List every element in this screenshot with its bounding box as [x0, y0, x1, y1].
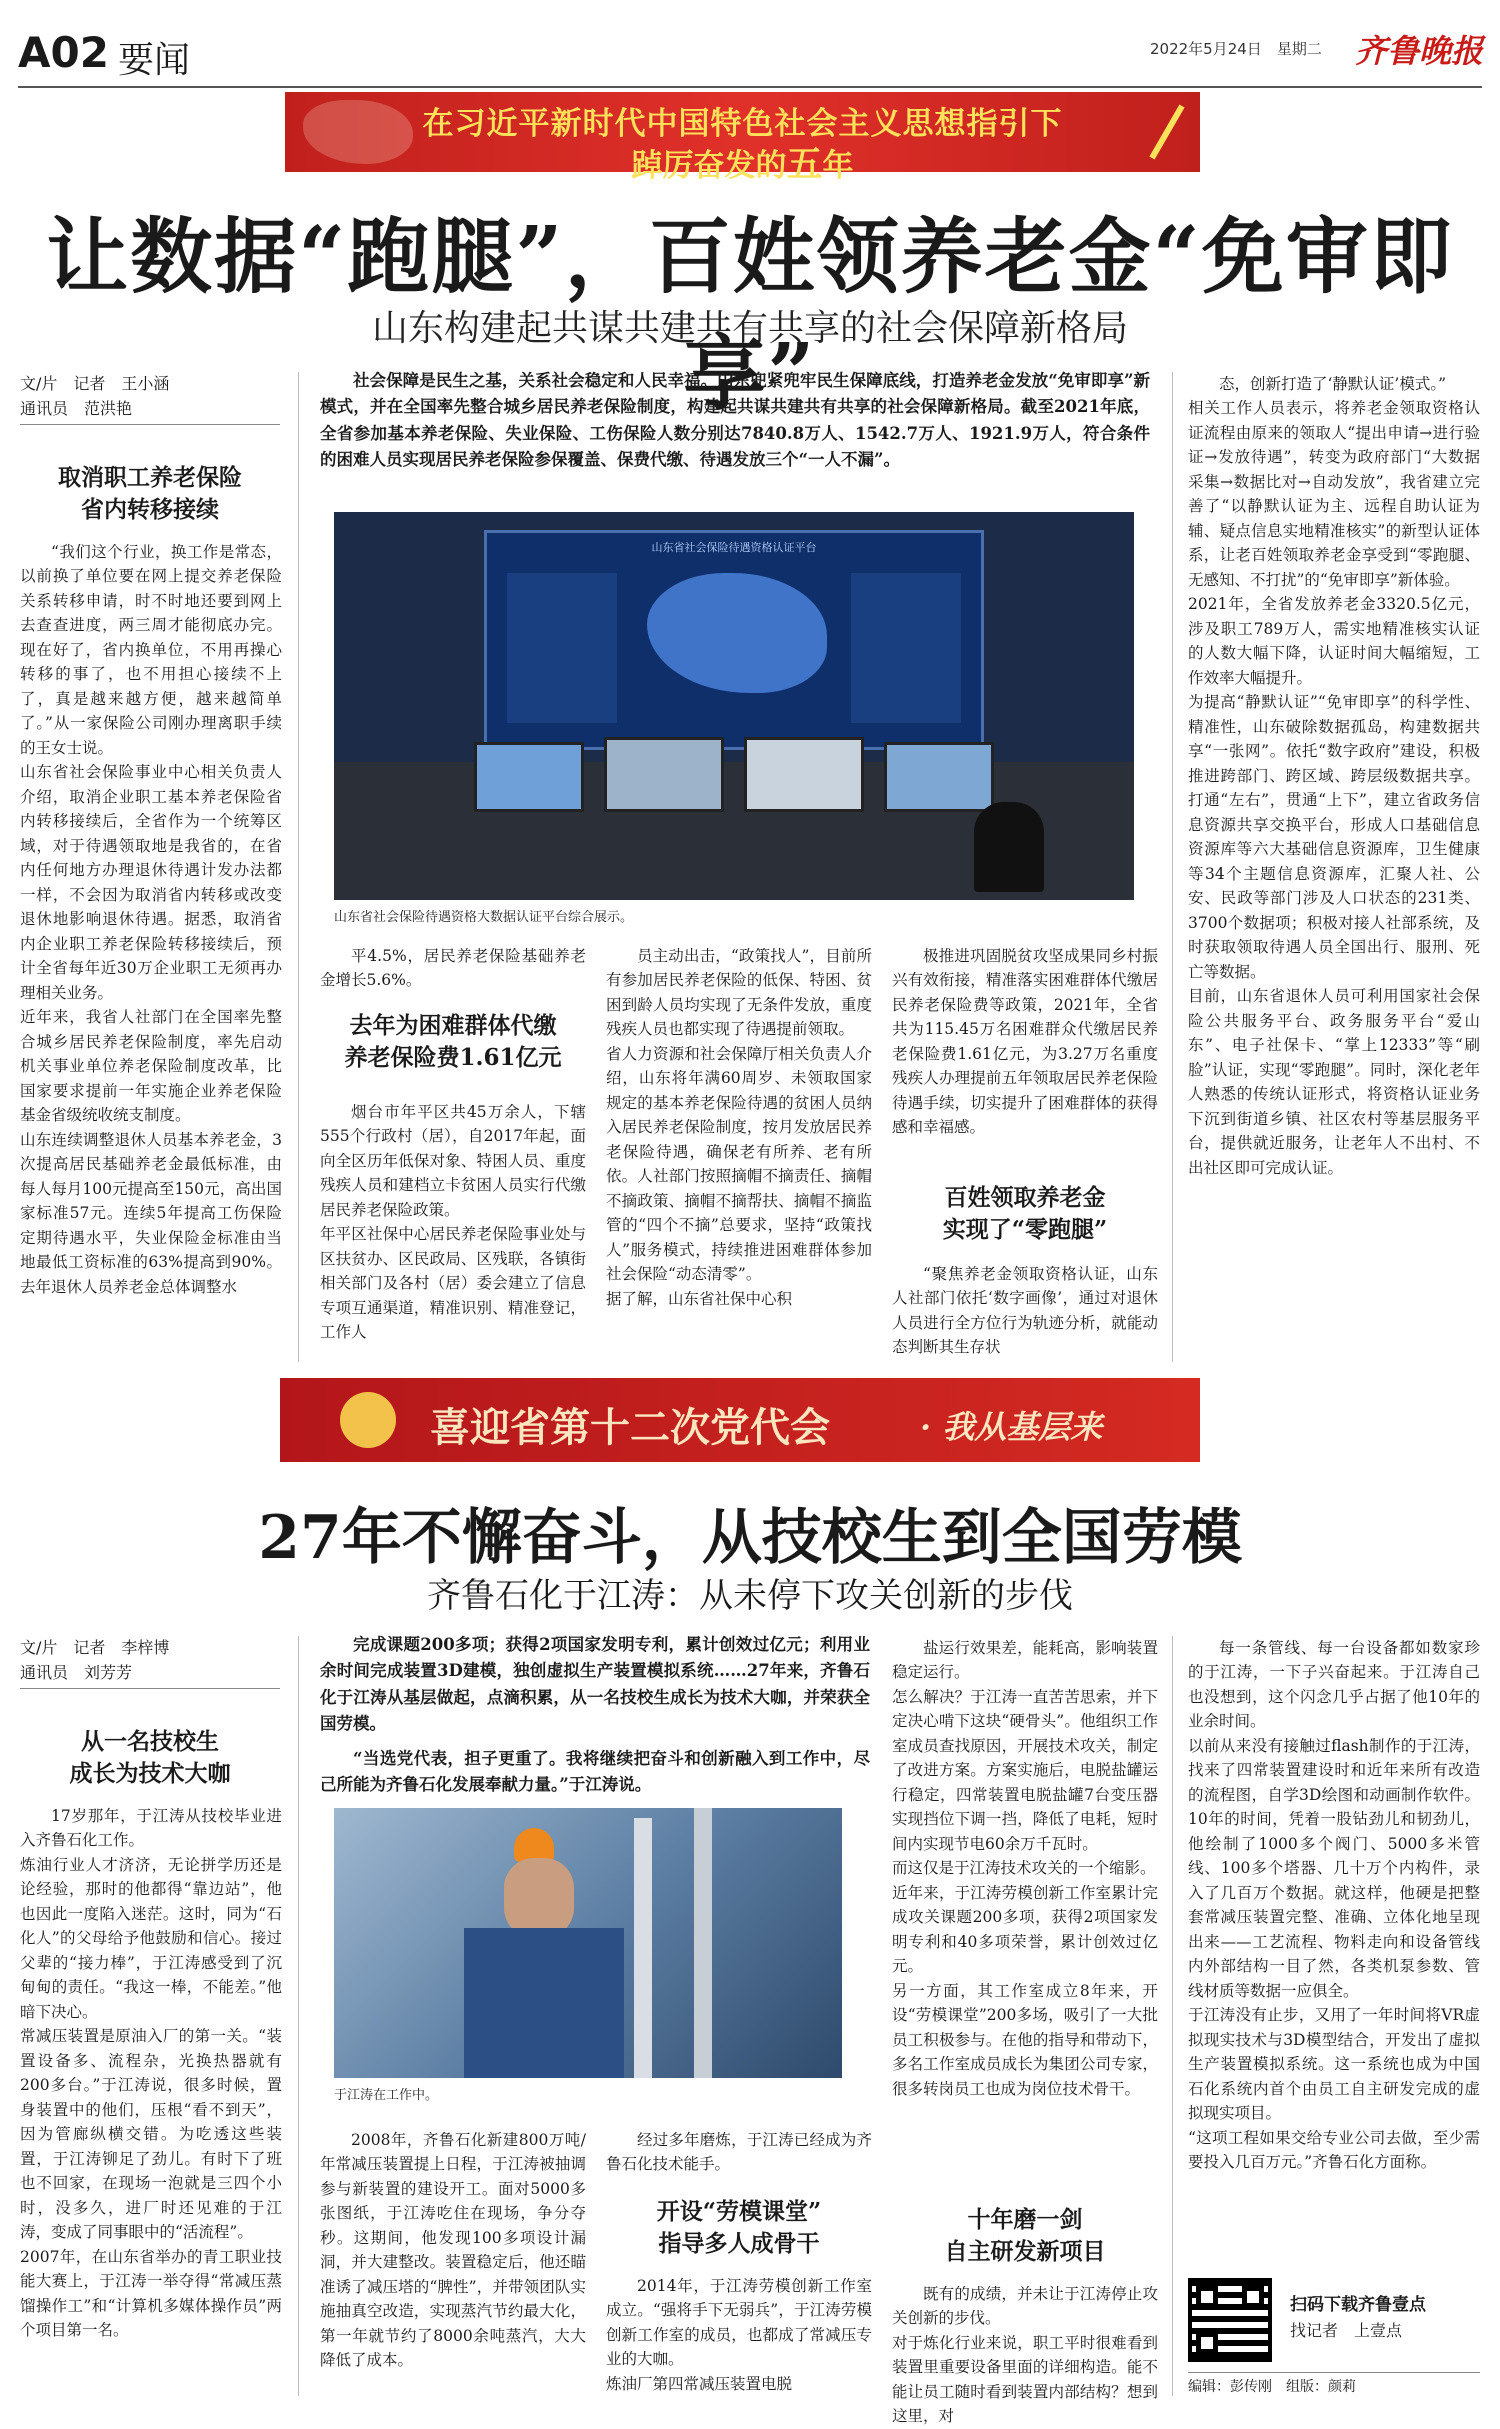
qr-subtitle: 找记者 上壹点 — [1290, 2321, 1403, 2340]
newspaper-logo: 齐鲁晚报 — [1355, 32, 1484, 70]
article1-subhead-2: 去年为困难群体代缴 养老保险费1.61亿元 — [344, 1012, 562, 1072]
banner2-slogan: · 我从基层来 — [920, 1408, 1103, 1446]
article1-column-1: “我们这个行业，换工作是常态，以前换了单位要在网上提交养老保险关系转移申请，时不时地还要到网上去查查进度，两三周才能彻底办完。现在好了，省内换单位，不用再操心转移的事了，也不用担心接续不上了，真是越来越方便，越来越简单了。”从一家保险公司刚办理离职手续的王女士说。 山东省社会保险事业中心相关负责人介绍，取消企业职工基本养老保险省内转移接续后，全省作为一个统筹区域，对于待遇领取地是我省的，在省内任何地方办理退休待遇计发办法都一样，不会因为取消省内转移或改变退休地影响退休待遇。据悉，取消省内企业职工养老保险转移接续后，预计全省每年近30万企业职工无须再办理相关业务。 近年来，我省人社部门在全国率先整合城乡居民养老保险制度，率先启动机关事业单位养老保险制度改革，比国家要求提前一年实施企业养老保险基金省级统收统支制度。 山东连续调整退休人员基本养老金，3次提高居民基础养老金最低标准，由每人每月100元提高至150元，高出国家标准57元。连续5年提高工伤保险定期待遇水平，失业保险金标准由当地最低工资标准的63%提高到90%。去年退休人员养老金总体调整水 — [20, 543, 282, 1296]
article2-column-5: 每一条管线、每一台设备都如数家珍的于江涛，一下子兴奋起来。于江涛自己也没想到，这个闪念几乎占据了他10年的业余时间。 以前从来没有接触过flash制作的于江涛，找来了四常装置建设时和近年来所有改造的流程图，自学3D绘图和动画制作软件。10年的时间，凭着一股钻劲儿和韧劲儿，他绘制了1000多个阀门、5000多米管线、100多个塔器、几十万个内构件，录入了几百万个数据。就这样，他硬是把整套常减压装置完整、准确、立体化地呈现出来——工艺流程、物料走向和设备管线内外部结构一目了然，各类机泵参数、管线材质等数据一应俱全。 于江涛没有止步，又用了一年时间将VR虚拟现实技术与3D模型结合，开发出了虚拟生产装置模拟系统。这一系统也成为中国石化系统内首个由员工自主研发完成的虚拟现实项目。 “这项工程如果交给专业公司去做，至少需要投入几百万元。”齐鲁石化方面称。 — [1188, 1639, 1480, 2172]
article1-photo-caption: 山东省社会保险待遇资格大数据认证平台综合展示。 — [334, 910, 634, 925]
column-divider — [1172, 1636, 1173, 2396]
article2-byline: 文/片 记者 李梓博 通讯员 刘芳芳 — [20, 1638, 170, 1682]
article2-subhead-1: 从一名技校生 成长为技术大咖 — [69, 1728, 231, 1788]
article2-subhead-2: 开设“劳模课堂” 指导多人成骨干 — [656, 2198, 822, 2258]
article1-column-5: 态，创新打造了‘静默认证’模式。” 相关工作人员表示，将养老金领取资格认证流程由原来的领取人“提出申请→进行验证→发放待遇”，转变为政府部门“大数据采集→数据比对→自动发放”，我省建立完善了“以静默认证为主、远程自助认证为辅、疑点信息实地精准核实”的新型认证体系，让老百姓领取养老金享受到“零跑腿、无感知、不打扰”的“免审即享”新体验。 2021年，全省发放养老金3320.5亿元，涉及职工789万人，需实地精准核实认证的人数大幅下降，认证时间大幅缩短，工作效率大幅提升。 为提高“静默认证”“免审即享”的科学性、精准性，山东破除数据孤岛，构建数据共享“一张网”。依托“数字政府”建设，积极推进跨部门、跨区域、跨层级数据共享。打通“左右”，贯通“上下”，建立省政务信息资源共享交换平台，形成人口基础信息资源库等六大基础信息资源库，卫生健康等34个主题信息资源库，汇聚人社、公安、民政等部门涉及人口状态的231类、3700个数据项；积极对接人社部系统，及时获取领取待遇人员全国出行、服刑、死亡等数据。 目前，山东省退休人员可利用国家社会保险公共服务平台、政务服务平台“爱山东”、电子社保卡、“掌上12333”等“刷脸”认证，实现“零跑腿”。同时，深化老年人熟悉的传统认证形式，将资格认证业务下沉到街道乡镇、社区农村等基层服务平台，提供就近服务，让老年人不出村、不出社区即可完成认证。 — [1188, 375, 1480, 1177]
article1-byline: 文/片 记者 王小涵 通讯员 范洪艳 — [20, 374, 170, 418]
article2-headline: 27年不懈奋斗，从技校生到全国劳模 — [258, 1503, 1242, 1573]
article1-column-2b: 烟台市年平区共45万余人，下辖555个行政村（居），自2017年起，面向全区历年低保对象、特困人员、重度残疾人员和建档立卡贫困人员实行代缴居民养老保险政策。 年平区社保中心居民养老保险事业处与区扶贫办、区民政局、区残联，各镇街相关部门及各村（居）委会建立了信息专项互通渠道，精准识别、精准登记，工作人 — [320, 1103, 586, 1342]
article2-column-4b: 既有的成绩，并未让于江涛停止攻关创新的步伐。 对于炼化行业来说，职工平时很难看到装置里重要设备里面的详细构造。能不能让员工随时看到装置内部结构？想到这里，对 — [892, 2285, 1158, 2426]
article1-column-4b: “聚焦养老金领取资格认证，山东人社部门依托‘数字画像’，通过对退休人员进行全方位行为轨迹分析，就能动态判断其生存状 — [892, 1265, 1158, 1357]
party-emblem-icon — [340, 1392, 396, 1448]
article2-quote: “当选党代表，担子更重了。我将继续把奋斗和创新融入到工作中，尽己所能为齐鲁石化发展奉献力量。”于江涛说。 — [320, 1749, 870, 1795]
qr-title: 扫码下载齐鲁壹点 — [1290, 2295, 1426, 2315]
article1-subhead-1: 取消职工养老保险 省内转移接续 — [58, 464, 242, 524]
big-screen: 山东省社会保险待遇资格认证平台 — [484, 530, 984, 750]
article2-column-3a: 经过多年磨炼，于江涛已经成为齐鲁石化技术能手。 — [606, 2131, 872, 2174]
page-number: A02 — [18, 28, 109, 77]
column-divider — [298, 1636, 299, 2396]
column-divider — [1172, 372, 1173, 1362]
article2-column-3b: 2014年，于江涛劳模创新工作室成立。“强将手下无弱兵”，于江涛劳模创新工作室的成员，也都成了常减压专业的大咖。 炼油厂第四常减压装置电脱 — [606, 2277, 872, 2393]
banner2-title: 喜迎省第十二次党代会 — [430, 1405, 830, 1451]
party-congress-banner — [280, 1378, 1200, 1462]
article2-lead: 完成课题200多项；获得2项国家发明专利，累计创效过亿元；利用业余时间完成装置3D建模，独创虚拟生产装置模拟系统……27年来，齐鲁石化于江涛从基层做起，点滴积累，从一名技校生成长为技术大咖，并荣获全国劳模。 — [320, 1635, 870, 1734]
column-divider — [298, 372, 299, 1362]
byline-rule — [20, 424, 280, 425]
article1-photo — [334, 512, 1134, 900]
byline-rule — [20, 1688, 280, 1689]
article2-column-2: 2008年，齐鲁石化新建800万吨/年常减压装置提上日程，于江涛被抽调参与新装置的建设开工。面对5000多张图纸，于江涛吃住在现场，争分夺秒。这期间，他发现100多项设计漏洞，并大建整改。装置稳定后，他还瞄准诱了减压塔的“脾性”，并带领团队实施抽真空改造，实现蒸汽节约最大化，第一年就节约了8000余吨蒸汽，大大降低了成本。 — [320, 2131, 586, 2370]
article2-column-1: 17岁那年，于江涛从技校毕业进入齐鲁石化工作。 炼油行业人才济济，无论拼学历还是论经验，那时的他都得“靠边站”，他也因此一度陷入迷茫。这时，同为“石化人”的父母给予他鼓励和信心。接过父辈的“接力棒”，于江涛感受到了沉甸甸的责任。“我这一棒，不能差。”他暗下决心。 常减压装置是原油入厂的第一关。“装置设备多、流程杂，光换热器就有200多台。”于江涛说，很多时候，置身装置中的他们，压根“看不到天”，因为管廊纵横交错。为吃透这些装置，于江涛铆足了劲儿。有时下了班也不回家，在现场一泡就是三四个小时，没多久，进厂时还见难的于江涛，变成了同事眼中的“活流程”。 2007年，在山东省举办的青工职业技能大赛上，于江涛一举夺得“常减压蒸馏操作工”和“计算机多媒体操作员”两个项目第一名。 — [20, 1807, 282, 2340]
article2-photo — [334, 1808, 842, 2078]
article2-photo-caption: 于江涛在工作中。 — [334, 2088, 439, 2103]
banner-line-2: 踔厉奋发的五年 — [631, 144, 854, 185]
article1-subhead-3: 百姓领取养老金 实现了“零跑腿” — [942, 1184, 1108, 1244]
article1-lead: 社会保障是民生之基，关系社会稳定和人民幸福。山东兜紧兜牢民生保障底线，打造养老金发放“免审即享”新模式，并在全国率先整合城乡居民养老保险制度，构建起共谋共建共有共享的社会保障新格局。截至2021年底，全省参加基本养老保险、失业保险、工伤保险人数分别达7840.8万人、1542.7万人、1921.9万人，符合条件的困难人员实现居民养老保险参保覆盖、保费代缴、待遇发放三个“一人不漏”。 — [320, 371, 1150, 470]
article2-subhead-3: 十年磨一剑 自主研发新项目 — [944, 2206, 1106, 2266]
section-name: 要闻 — [118, 40, 191, 81]
header-rule — [18, 86, 1482, 88]
article1-subheadline: 山东构建起共谋共建共有共享的社会保障新格局 — [371, 308, 1128, 349]
article1-column-2a: 平4.5%，居民养老保险基础养老金增长5.6%。 — [320, 947, 586, 990]
editor-credit: 编辑：彭传刚 组版：颜莉 — [1188, 2372, 1480, 2396]
series-banner — [285, 92, 1200, 185]
banner-line-1: 在习近平新时代中国特色社会主义思想指引下 — [422, 106, 1063, 142]
article2-subheadline: 齐鲁石化于江涛：从未停下攻关创新的步伐 — [427, 1576, 1073, 1616]
issue-date: 2022年5月24日 星期二 — [1150, 40, 1322, 58]
qr-code[interactable] — [1188, 2278, 1272, 2362]
article1-column-4a: 极推进巩固脱贫攻坚成果同乡村振兴有效衔接，精准落实困难群体代缴居民养老保险费等政策，2021年，全省共为115.45万名困难群众代缴居民养老保险费1.61亿元，为3.27万名重度残疾人办理提前五年领取居民养老保险待遇手续，切实提升了困难群体的获得感和幸福感。 — [892, 947, 1158, 1137]
article1-column-3: 员主动出击，“政策找人”，目前所有参加居民养老保险的低保、特困、贫困到龄人员均实现了无条件发放，重度残疾人员也都实现了待遇提前领取。 省人力资源和社会保障厅相关负责人介绍，山东将年满60周岁、未领取国家规定的基本养老保险待遇的贫困人员纳入居民养老保险制度，按月发放居民养老保险待遇，确保老有所养、老有所依。人社部门按照摘帽不摘责任、摘帽不摘政策、摘帽不摘帮扶、摘帽不摘监管的“四个不摘”总要求，坚持“政策找人”服务模式，持续推进困难群体参加社会保险“动态清零”。 据了解，山东省社保中心积 — [606, 947, 872, 1308]
article2-column-4a: 盐运行效果差，能耗高，影响装置稳定运行。 怎么解决？于江涛一直苦苦思索，并下定决心啃下这块“硬骨头”。他组织工作室成员查找原因，开展技术攻关，制定了改进方案。方案实施后，电脱盐罐运行稳定，四常装置电脱盐罐7台变压器实现挡位下调一挡，降低了电耗，短时间内实现节电60余万千瓦时。 而这仅是于江涛技术攻关的一个缩影。 近年来，于江涛劳模创新工作室累计完成攻关课题200多项，获得2项国家发明专利和40多项荣誉，累计创效过亿元。 另一方面，其工作室成立8年来，开设“劳模课堂”200多场，吸引了一大批员工积极参与。在他的指导和带动下，多名工作室成员成长为集团公司专家，很多转岗员工也成为岗位技术骨干。 — [892, 1639, 1158, 2098]
article1-headline: 让数据“跑腿”，百姓领养老金“免审即享” — [46, 209, 1454, 422]
